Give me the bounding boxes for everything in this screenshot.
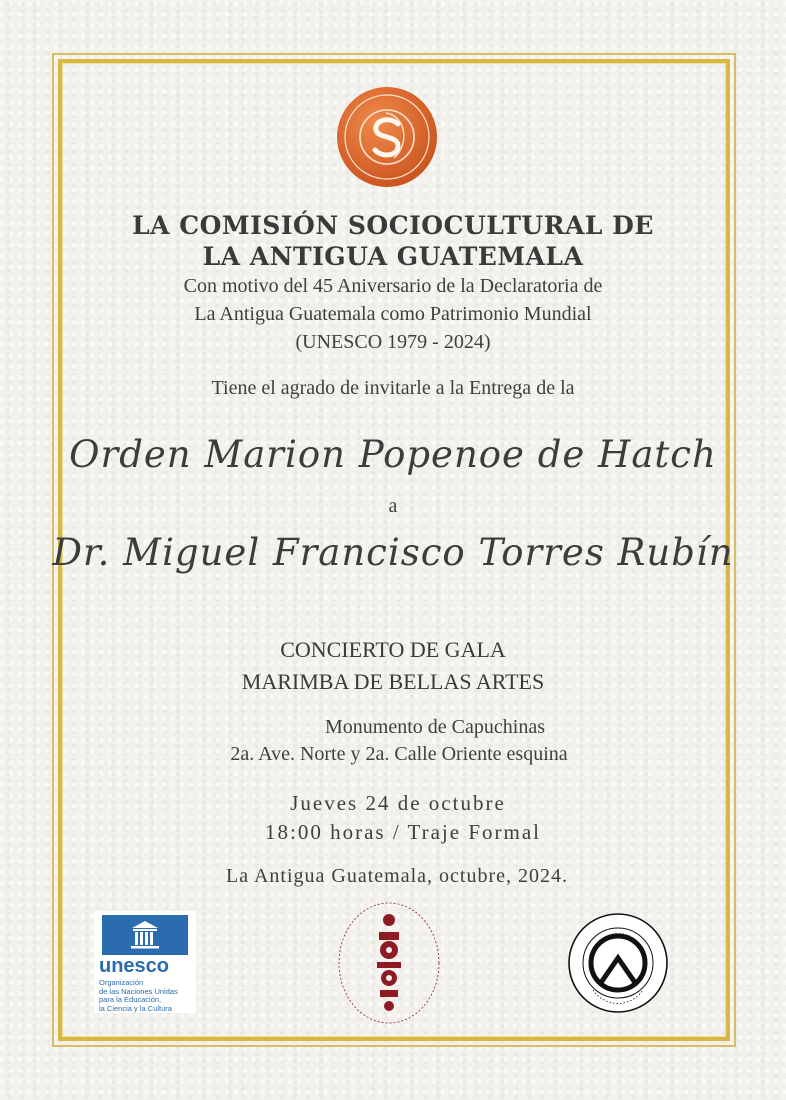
sociocultural-seal-icon [336,86,438,188]
award-name: Orden Marion Popenoe de Hatch [69,433,717,476]
unesco-temple-icon [102,915,188,955]
event-date: Jueves 24 de octubre [290,791,506,815]
occasion-line-2: La Antigua Guatemala como Patrimonio Mundial [194,303,592,325]
unesco-word: unesco [99,955,170,977]
connector-text: a [388,495,398,517]
recipient-name: Dr. Miguel Francisco Torres Rubín [52,531,734,574]
event-line-1: CONCIERTO DE GALA [280,637,506,662]
heading-line-2: LA ANTIGUA GUATEMALA [202,242,584,271]
venue-name: Monumento de Capuchinas [325,716,545,738]
occasion-line-1: Con motivo del 45 Aniversario de la Declaratoria de [183,275,603,297]
unesco-logo [94,911,196,1013]
heading-line-1: LA COMISIÓN SOCIOCULTURAL DE [132,211,654,240]
world-heritage-emblem-icon [559,908,677,1018]
event-time-dress: 18:00 horas / Traje Formal [265,820,541,844]
invite-text: Tiene el agrado de invitarle a la Entrega de la [211,377,575,399]
venue-address: 2a. Ave. Norte y 2a. Calle Oriente esquina [230,743,568,765]
unesco-description: Organización de las Naciones Unidas para la Educación, la Ciencia y la Cultura [99,978,178,1013]
occasion-line-3: (UNESCO 1979 - 2024) [295,331,491,353]
place-date: La Antigua Guatemala, octubre, 2024. [225,865,568,887]
consejo-nacional-seal-icon [334,898,444,1028]
event-line-2: MARIMBA DE BELLAS ARTES [241,669,545,694]
